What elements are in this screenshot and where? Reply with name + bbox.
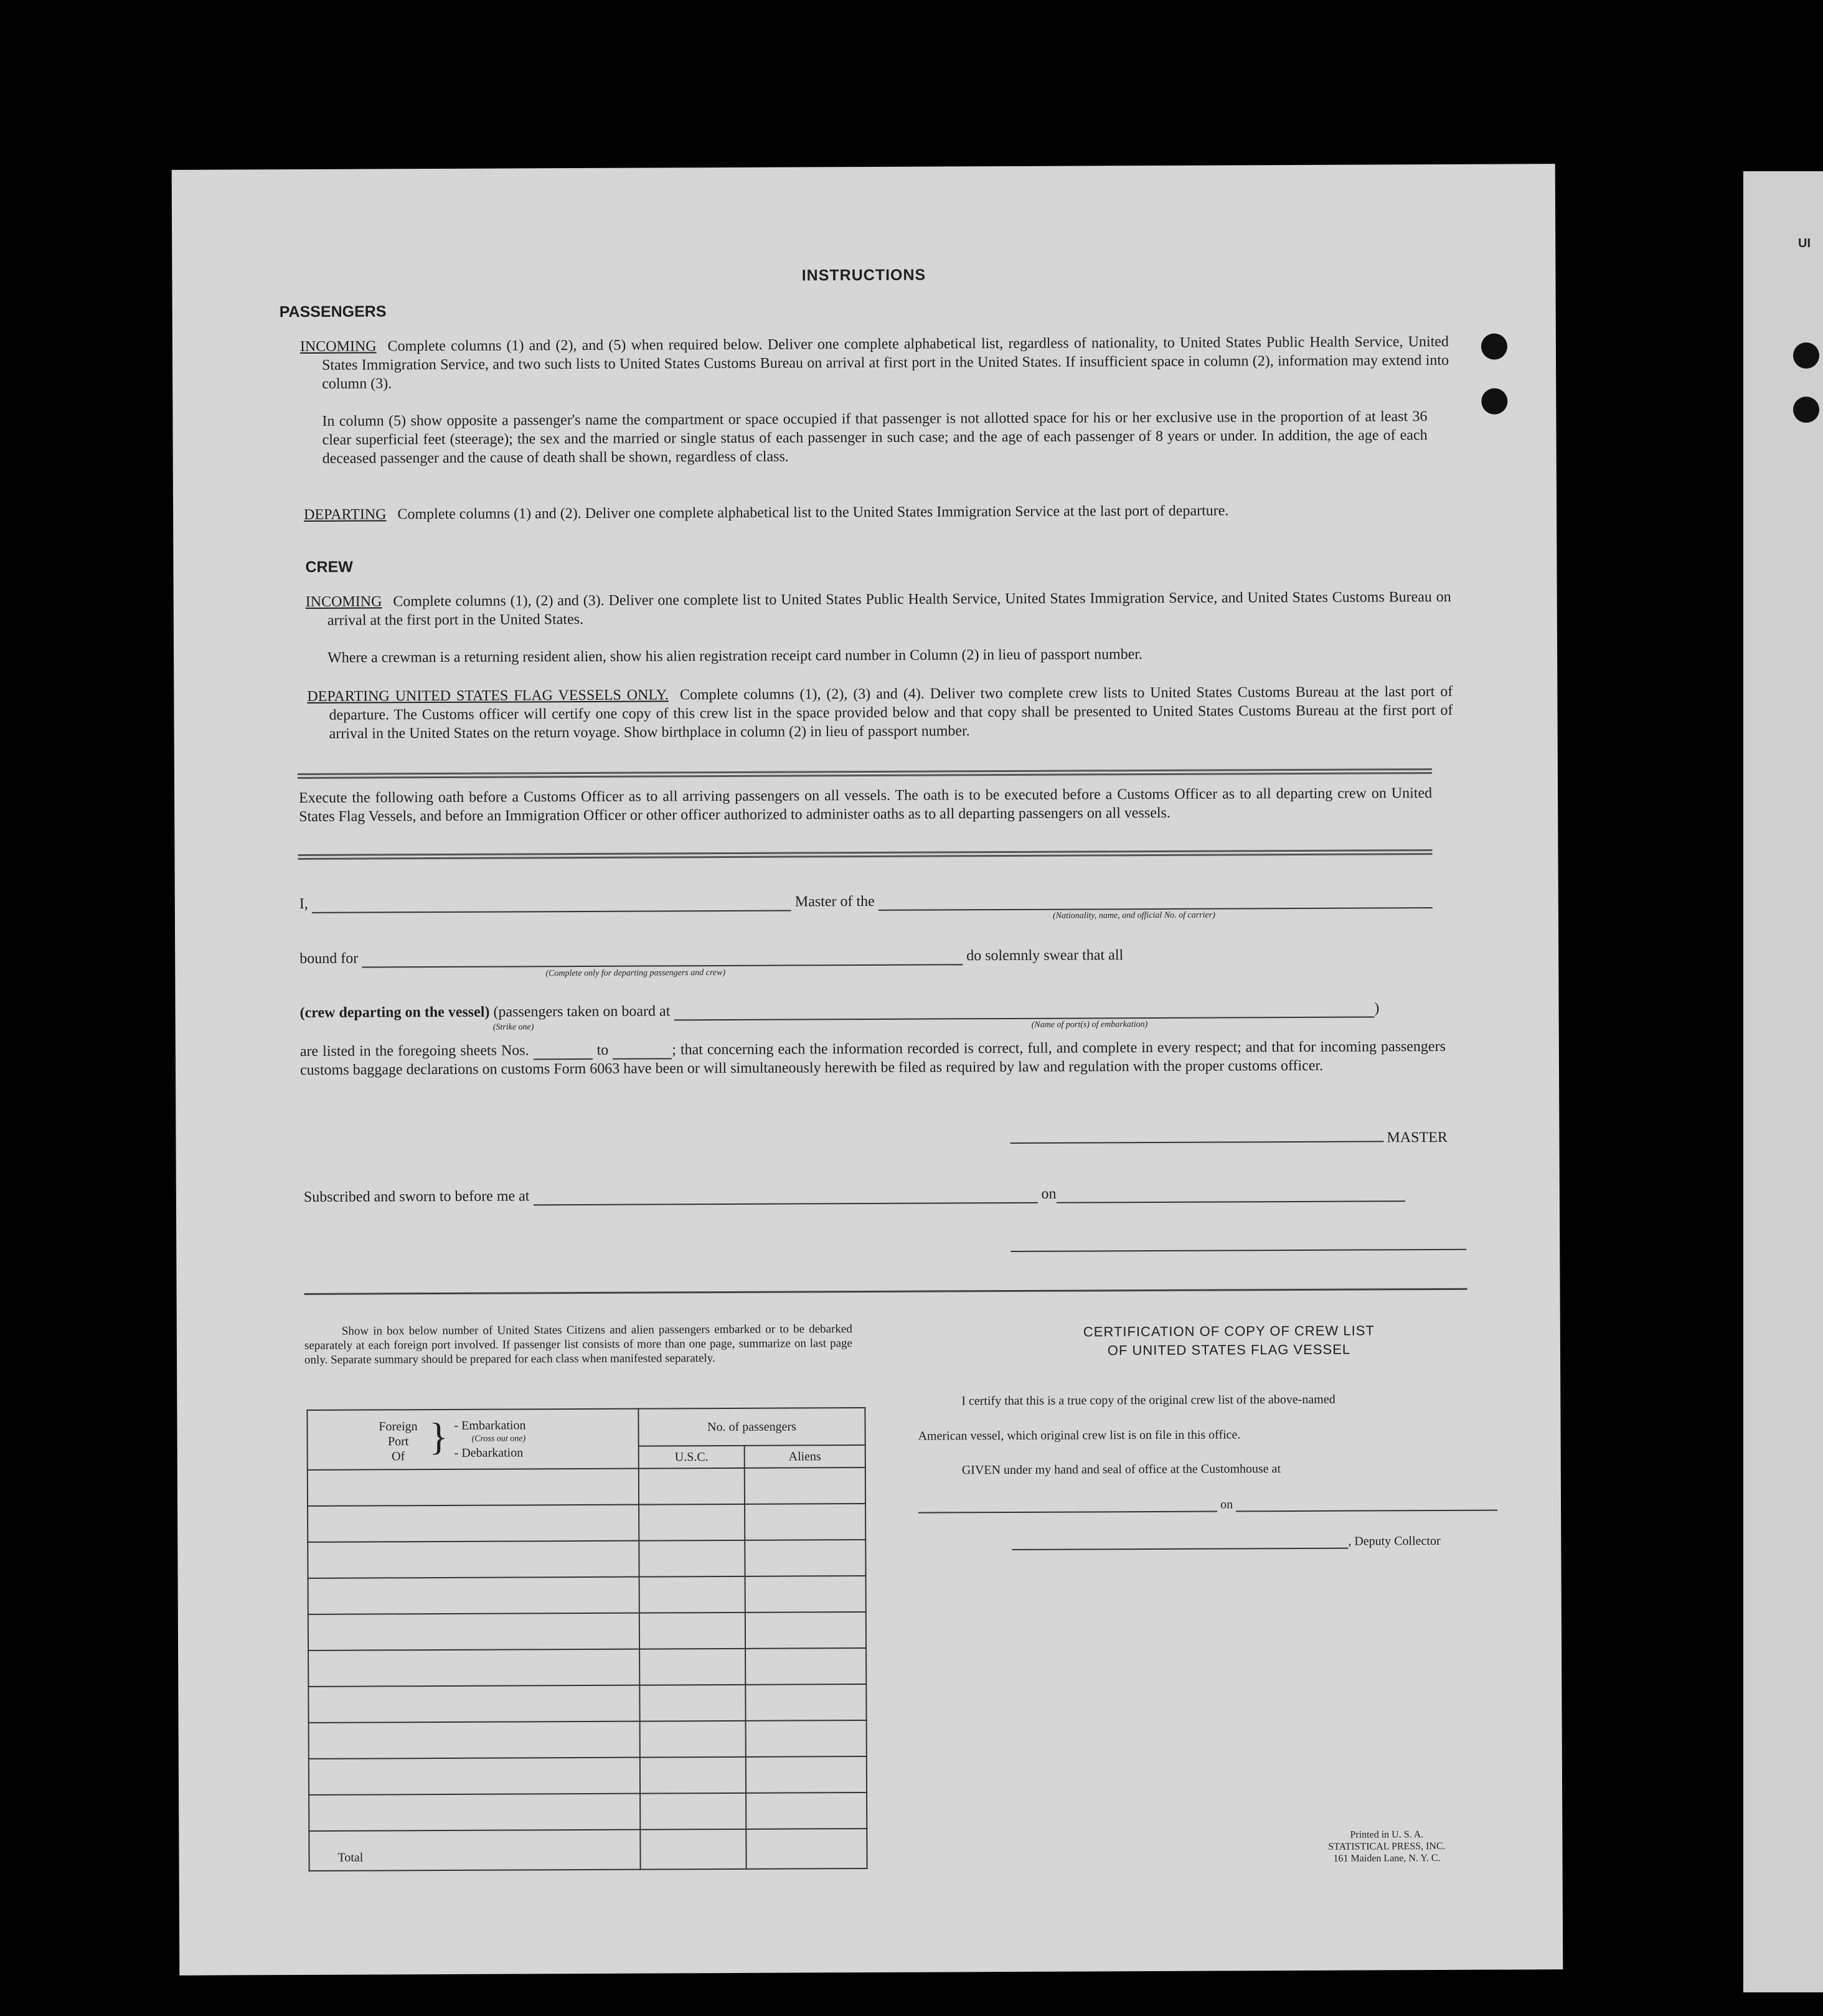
- punch-hole: [1481, 334, 1507, 360]
- double-rule: [298, 849, 1432, 860]
- printer-imprint: [1293, 1829, 1480, 1865]
- oath-strike-line: [300, 999, 1446, 1022]
- usc-cell[interactable]: [639, 1576, 745, 1613]
- oath-listed-b: ; that concerning each the information recorded is correct, full, and complete in every respect; and that for incoming passengers customs baggage declarations on customs Form 6063 have been or will simultaneously herewith be filed as required by law and regulation with the proper customs officer.: [299, 1038, 1446, 1078]
- aliens-cell[interactable]: [745, 1648, 866, 1685]
- bound-for-field[interactable]: [362, 963, 963, 968]
- crew-flag-label: DEPARTING UNITED STATES FLAG VESSELS ONLY.: [307, 687, 669, 705]
- oath-bound-line: [299, 944, 1439, 968]
- master-label: MASTER: [1387, 1129, 1448, 1146]
- punch-hole: [1793, 342, 1819, 369]
- table-row: [308, 1540, 865, 1578]
- aliens-cell[interactable]: [746, 1720, 867, 1757]
- punch-hole: [1793, 397, 1819, 423]
- aliens-total-cell[interactable]: [746, 1829, 867, 1869]
- sheet-to-field[interactable]: [613, 1057, 672, 1059]
- passengers-departing-label: DEPARTING: [304, 506, 387, 523]
- aliens-cell[interactable]: [745, 1684, 866, 1721]
- port-cell[interactable]: [309, 1794, 640, 1831]
- subscribed-on-label: on: [1041, 1185, 1057, 1202]
- aliens-cell[interactable]: [745, 1612, 866, 1649]
- of-label: Of: [392, 1449, 405, 1464]
- foreign-port-header: Foreign Port Of } - Embarkation (Cross out one) - Debarkation: [307, 1409, 638, 1470]
- aliens-cell[interactable]: [746, 1792, 867, 1829]
- port-caption: (Name of port(s) of embarkation): [1031, 1020, 1148, 1030]
- printer-line1: Printed in U. S. A.: [1350, 1829, 1424, 1840]
- aliens-cell[interactable]: [745, 1504, 865, 1540]
- embarkation-label: - Embarkation: [454, 1418, 526, 1433]
- crew-flag-text: Complete columns (1), (2), (3) and (4). Deliver two complete crew lists to United States Customs Bureau at the last port of departure. The Customs officer will certify one copy of this crew list in the space provided below and that copy shall be presented to United States Customs Bureau at the first port of arrival in the United States on the return voyage. Show birthplace in column (2) in lieu of passport number.: [329, 683, 1453, 742]
- given-line: GIVEN under my hand and seal of office at the Customhouse at: [961, 1462, 1281, 1477]
- officer-signature-line[interactable]: [1010, 1249, 1466, 1252]
- summary-instruction: Show in box below number of United States Citizens and alien passengers embarked or to be debarked separately at each foreign port involved. If passenger list consists of more than one page, summarize on last page only. Separate summary should be prepared for each class when manifested separately.: [304, 1322, 852, 1367]
- customhouse-field[interactable]: [918, 1510, 1217, 1514]
- certify-line2: American vessel, which original crew list is on file in this office.: [918, 1428, 1241, 1443]
- port-label: Port: [387, 1434, 409, 1449]
- aliens-cell[interactable]: [746, 1756, 867, 1793]
- port-cell[interactable]: [308, 1613, 639, 1651]
- printer-line3: 161 Maiden Lane, N. Y. C.: [1333, 1852, 1441, 1864]
- certification-date-field[interactable]: [1236, 1509, 1497, 1512]
- table-row: [308, 1504, 865, 1542]
- usc-total-cell[interactable]: [640, 1829, 746, 1870]
- instructions-title: INSTRUCTIONS: [801, 266, 926, 285]
- usc-cell[interactable]: [640, 1757, 746, 1794]
- bound-for-caption: (Complete only for departing passengers and crew): [545, 968, 726, 979]
- punch-hole: [1481, 389, 1507, 415]
- crew-incoming-label: INCOMING: [305, 593, 382, 610]
- cross-out-caption: (Cross out one): [471, 1434, 526, 1444]
- passenger-summary-table: [306, 1407, 867, 1872]
- table-row: [308, 1576, 866, 1614]
- usc-header: U.S.C.: [639, 1446, 745, 1469]
- aliens-cell[interactable]: [745, 1467, 865, 1504]
- crew-departing-option: (crew departing on the vessel): [299, 1004, 490, 1021]
- usc-cell[interactable]: [639, 1685, 745, 1722]
- passengers-incoming-label: INCOMING: [299, 338, 377, 355]
- table-row: [308, 1612, 866, 1651]
- usc-cell[interactable]: [639, 1649, 745, 1685]
- table-row: [309, 1720, 867, 1759]
- oath-master-of-label: Master of the: [794, 893, 875, 910]
- certification-on-label: on: [1220, 1497, 1233, 1512]
- usc-cell[interactable]: [640, 1793, 746, 1830]
- table-row: [308, 1684, 866, 1723]
- double-rule: [298, 768, 1432, 779]
- port-cell[interactable]: [308, 1649, 639, 1687]
- passengers-column5-paragraph: In column (5) show opposite a passenger's name the compartment or space occupied if that passenger is not allotted space for his or her exclusive use in the proportion of at least 36 clear superficial feet (steerage); the sex and the married or single status of each passenger in such case; and the age of each passenger of 8 years or under. In addition, the age of each deceased passenger and the cause of death shall be shown, regardless of class.: [322, 408, 1428, 467]
- certification-title: [1011, 1321, 1447, 1360]
- table-row: [308, 1648, 866, 1687]
- aliens-cell[interactable]: [745, 1576, 866, 1613]
- usc-cell[interactable]: [639, 1540, 745, 1577]
- passengers-taken-option: (passengers taken on board at: [493, 1003, 671, 1020]
- port-cell[interactable]: [308, 1541, 639, 1578]
- total-row: [309, 1829, 867, 1871]
- debarkation-label: - Debarkation: [454, 1446, 524, 1460]
- passengers-departing-paragraph: [304, 501, 1449, 524]
- sheet-from-field[interactable]: [534, 1058, 593, 1060]
- adjacent-page-edge: [1743, 171, 1823, 1992]
- embarkation-port-field[interactable]: [674, 1015, 1374, 1020]
- port-cell[interactable]: [308, 1577, 639, 1614]
- no-of-passengers-header: No. of passengers: [638, 1408, 865, 1446]
- sworn-date-field[interactable]: [1057, 1200, 1405, 1203]
- passengers-heading: PASSENGERS: [279, 303, 387, 321]
- table-row: [309, 1792, 867, 1831]
- deputy-signature-field[interactable]: [1012, 1547, 1348, 1550]
- usc-cell[interactable]: [639, 1613, 745, 1649]
- aliens-cell[interactable]: [745, 1540, 865, 1576]
- printer-line2: STATISTICAL PRESS, INC.: [1328, 1840, 1446, 1852]
- certify-line1: I certify that this is a true copy of the original crew list of the above-named: [961, 1392, 1335, 1408]
- strike-one-caption: (Strike one): [492, 1022, 534, 1032]
- table-row: [309, 1756, 867, 1795]
- oath-listed-a: are listed in the foregoing sheets Nos.: [299, 1042, 529, 1060]
- oath-intro-paragraph: Execute the following oath before a Customs Officer as to all arriving passengers on all vessels. The oath is to be executed before a Customs Officer as to all departing crew on United States Flag Vessels, and before an Immigration Officer or other officer authorized to administer oaths as to all departing passengers on all vessels.: [299, 785, 1433, 825]
- aliens-header: Aliens: [745, 1445, 865, 1468]
- port-cell[interactable]: [308, 1685, 639, 1723]
- master-name-field[interactable]: [312, 910, 791, 913]
- crew-heading: CREW: [305, 558, 353, 576]
- crew-incoming-text: Complete columns (1), (2) and (3). Deliver one complete list to United States Public Health Service, United States Immigration Service, and United States Customs Bureau on arrival at the first port in the United States.: [327, 588, 1451, 629]
- certification-title-line1: CERTIFICATION OF COPY OF CREW LIST: [1083, 1322, 1375, 1340]
- port-cell[interactable]: [309, 1722, 640, 1759]
- subscribed-line: [304, 1183, 1449, 1207]
- deputy-collector-label: , Deputy Collector: [1348, 1533, 1441, 1548]
- usc-cell[interactable]: [639, 1468, 745, 1505]
- oath-listed-paragraph: [300, 1037, 1446, 1080]
- foreign-label: Foreign: [379, 1420, 418, 1434]
- usc-cell[interactable]: [639, 1504, 745, 1541]
- usc-cell[interactable]: [640, 1721, 746, 1758]
- port-cell[interactable]: [308, 1469, 639, 1506]
- oath-swear-label: do solemnly swear that all: [966, 947, 1124, 964]
- table-row: [308, 1467, 865, 1506]
- oath-i-label: I,: [299, 895, 308, 912]
- master-signature-line[interactable]: [1010, 1141, 1384, 1144]
- passengers-incoming-paragraph: [300, 332, 1449, 393]
- certification-title-line2: OF UNITED STATES FLAG VESSEL: [1107, 1341, 1351, 1359]
- oath-listed-to: to: [596, 1042, 609, 1058]
- crew-resident-paragraph: Where a crewman is a returning resident alien, show his alien registration receipt card number in Column (2) in lieu of passport number.: [327, 646, 1143, 666]
- oath-master-line: [299, 890, 1439, 913]
- passengers-incoming-text: Complete columns (1) and (2), and (5) when required below. Deliver one complete alphabetical list, regardless of nationality, to United States Public Health Service, United States Immigration Service, and two such lists to United States Customs Bureau on arrival at first port in the United States. If insufficient space in column (2), information may extend into column (3).: [321, 333, 1449, 392]
- deputy-line: [1012, 1534, 1440, 1550]
- crew-flag-paragraph: [307, 682, 1453, 743]
- form-page: [172, 164, 1563, 1976]
- customhouse-line: [918, 1497, 1497, 1514]
- sworn-place-field[interactable]: [534, 1202, 1038, 1206]
- section-rule: [304, 1288, 1467, 1295]
- total-label: Total: [309, 1830, 640, 1871]
- carrier-field[interactable]: [879, 907, 1433, 911]
- carrier-caption: (Nationality, name, and official No. of carrier): [1052, 910, 1215, 921]
- oath-bound-for-label: bound for: [299, 950, 359, 967]
- adjacent-page-fragment: UI: [1798, 237, 1811, 250]
- passengers-departing-text: Complete columns (1) and (2). Deliver one complete alphabetical list to the United States Immigration Service at the last port of departure.: [397, 502, 1229, 523]
- crew-incoming-paragraph: [306, 588, 1451, 630]
- subscribed-label: Subscribed and sworn to before me at: [303, 1188, 530, 1205]
- oath-close-paren: ): [1374, 1000, 1380, 1017]
- port-cell[interactable]: [308, 1505, 639, 1542]
- port-cell[interactable]: [309, 1758, 640, 1795]
